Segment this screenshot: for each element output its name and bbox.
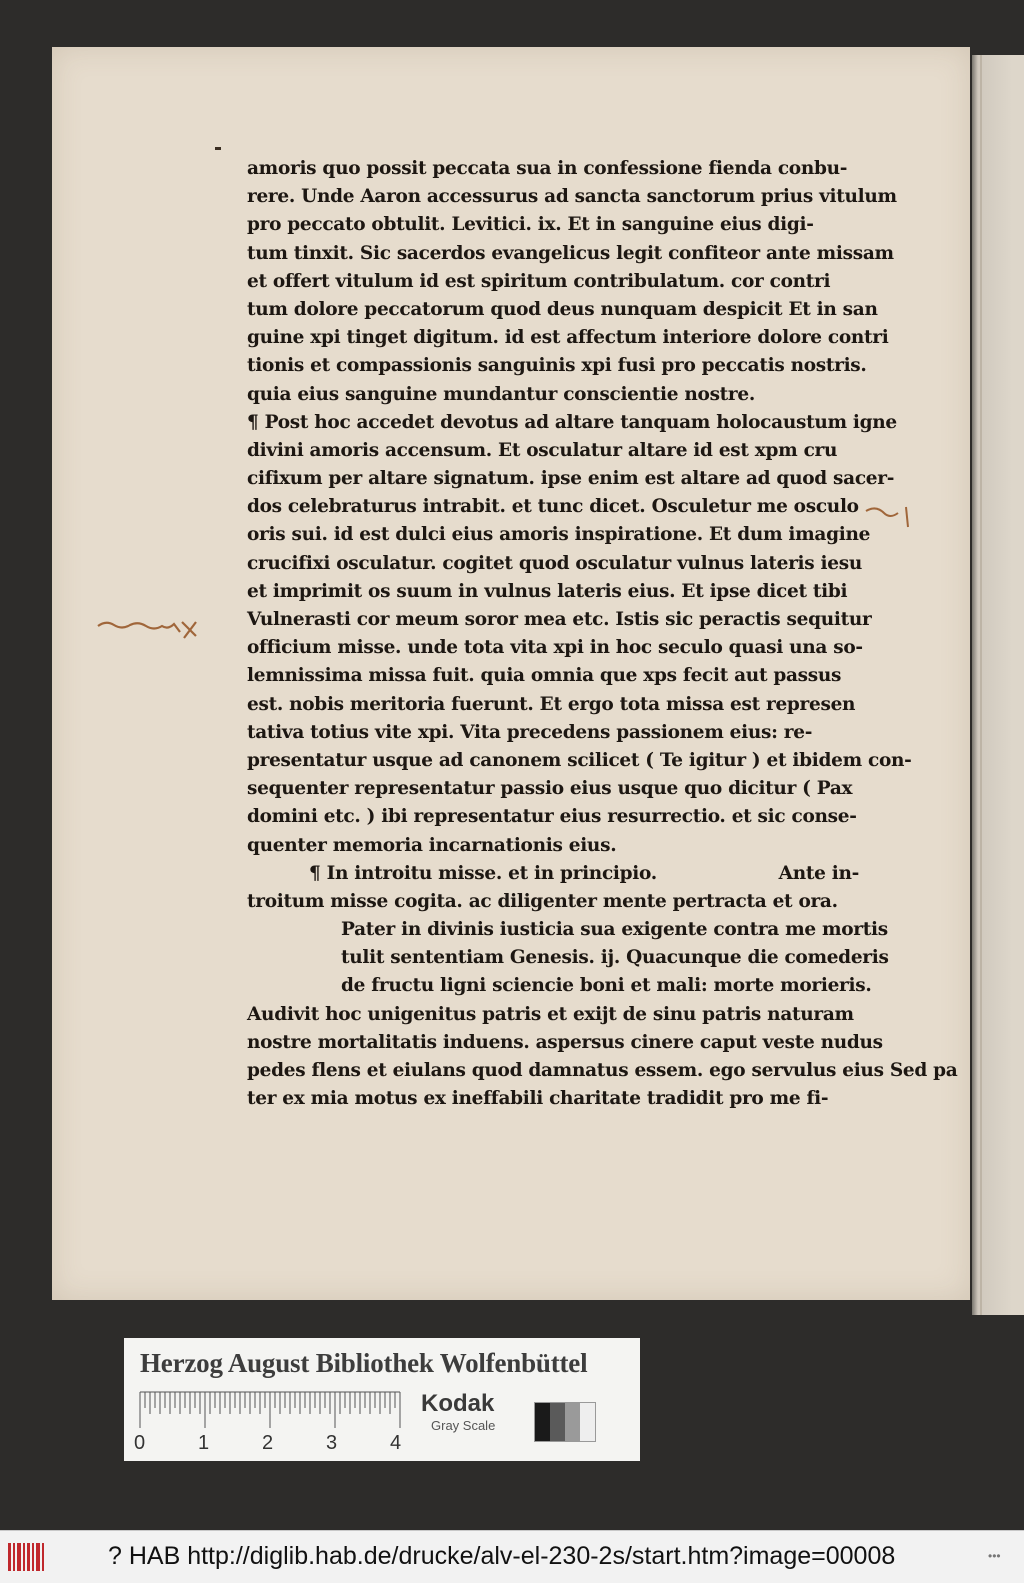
library-name: Herzog August Bibliothek Wolfenbüttel — [140, 1348, 588, 1378]
rubric-line — [247, 860, 859, 888]
swatch-mid-gray — [565, 1403, 580, 1441]
printer-mark — [215, 147, 221, 150]
text-line: quenter memoria incarnationis eius. — [247, 834, 617, 856]
text-line: divini amoris accensum. Et osculatur altare id est xpm cru — [247, 439, 838, 461]
gray-scale-label: Gray Scale — [431, 1418, 496, 1433]
swatch-black — [535, 1403, 550, 1441]
text-line: Pater in divinis iusticia sua exigente contra me mortis — [341, 919, 888, 941]
marginal-annotation-right — [862, 501, 922, 536]
text-line: est. nobis meritoria fuerunt. Et ergo tota missa est represen — [247, 693, 856, 715]
text-line: sequenter representatur passio eius usque quo dicitur ( Pax — [247, 778, 853, 800]
text-line: ter ex mia motus ex ineffabili charitate tradidit pro me fi- — [247, 1088, 829, 1110]
swatch-white — [580, 1403, 595, 1441]
gray-scale-swatch — [534, 1402, 596, 1442]
text-line: officium misse. unde tota vita xpi in hoc seculo quasi una so- — [247, 637, 863, 659]
text-line: crucifixi osculatur. cogitet quod osculatur vulnus lateris iesu — [247, 552, 862, 574]
text-line: nostre mortalitatis induens. aspersus cinere caput veste nudus — [247, 1031, 883, 1053]
ruler-number: 0 — [134, 1432, 146, 1454]
text-line: ¶ Post hoc accedet devotus ad altare tanquam holocaustum igne — [247, 411, 897, 433]
page-fold-line — [980, 55, 982, 1315]
text-line: et imprimit os suum in vulnus lateris eius. Et ipse dicet tibi — [247, 580, 848, 602]
text-line: troitum misse cogita. ac diligenter mente pertracta et ora. — [247, 890, 838, 912]
ruler-number: 2 — [262, 1432, 274, 1454]
ruler-number: 3 — [326, 1432, 338, 1454]
text-line: guine xpi tinget digitum. id est affectum interiore dolore contri — [247, 327, 889, 349]
text-line: quia eius sanguine mundantur conscientie nostre. — [247, 383, 755, 405]
text-line: et offert vitulum id est spiritum contribulatum. cor contri — [247, 270, 831, 292]
text-line: cifixum per altare signatum. ipse enim est altare ad quod sacer- — [247, 468, 895, 490]
source-url[interactable]: ? HAB http://diglib.hab.de/drucke/alv-el-230-2s/start.htm?image=00008 — [108, 1542, 896, 1570]
text-line: amoris quo possit peccata sua in confessione fienda conbu- — [247, 158, 848, 179]
color-calibration-card — [124, 1338, 640, 1461]
rubric-continuation: Ante in- — [778, 862, 859, 884]
handwritten-bracket-icon — [862, 501, 922, 531]
text-line: Vulnerasti cor meum soror mea etc. Istis sic peractis sequitur — [247, 609, 872, 630]
text-line: tulit sententiam Genesis. ij. Quacunque die comederis — [341, 947, 889, 969]
scale-ruler — [140, 1390, 400, 1430]
kodak-logo: Kodak — [421, 1390, 495, 1417]
marginal-annotation-left — [96, 612, 206, 647]
barcode-icon — [6, 1537, 46, 1577]
swatch-dark-gray — [550, 1403, 565, 1441]
more-icon: ••• — [988, 1549, 1001, 1563]
text-line: tum tinxit. Sic sacerdos evangelicus legit confiteor ante missam — [247, 242, 894, 264]
text-line: tativa totius vite xpi. Vita precedens passionem eius: re- — [247, 721, 813, 743]
footer-bar — [0, 1530, 1024, 1583]
page-text — [247, 155, 958, 1113]
handwritten-annotation-icon — [96, 612, 206, 642]
text-line: tum dolore peccatorum quod deus nunquam despicit Et in san — [247, 298, 878, 320]
text-line: presentatur usque ad canonem scilicet ( Te igitur ) et ibidem con- — [247, 749, 912, 771]
rubric-heading: ¶ In introitu misse. et in principio. — [309, 862, 657, 884]
text-line: domini etc. ) ibi representatur eius resurrectio. et sic conse- — [247, 806, 857, 828]
ruler-number: 1 — [198, 1432, 210, 1454]
text-line: de fructu ligni sciencie boni et mali: morte morieris. — [341, 975, 872, 997]
ruler-number: 4 — [390, 1432, 402, 1454]
text-line: dos celebraturus intrabit. et tunc dicet. Osculetur me osculo — [247, 496, 859, 518]
text-line: rere. Unde Aaron accessurus ad sancta sanctorum prius vitulum — [247, 186, 897, 208]
adjacent-page-edge — [972, 55, 1024, 1315]
text-line: tionis et compassionis sanguinis xpi fusi pro peccatis nostris. — [247, 355, 867, 377]
text-line: pedes flens et eiulans quod damnatus essem. ego servulus eius Sed pa — [247, 1060, 958, 1081]
text-line: Audivit hoc unigenitus patris et exijt de sinu patris naturam — [247, 1003, 854, 1025]
text-line: lemnissima missa fuit. quia omnia que xps fecit aut passus — [247, 665, 842, 687]
text-line: oris sui. id est dulci eius amoris inspiratione. Et dum imagine — [247, 524, 871, 546]
text-line: pro peccato obtulit. Levitici. ix. Et in sanguine eius digi- — [247, 214, 814, 236]
